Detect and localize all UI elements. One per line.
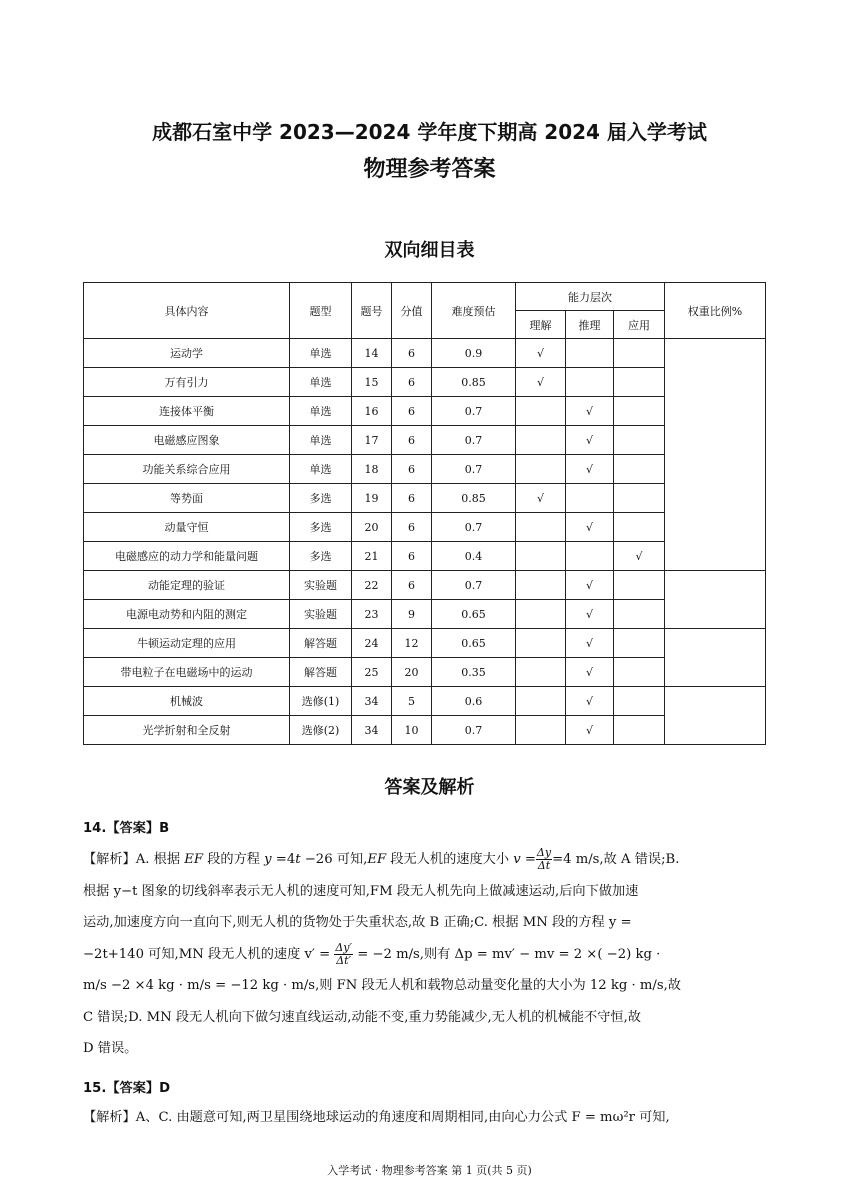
row-score: 6 xyxy=(392,339,432,368)
row-understand-cell xyxy=(516,368,566,397)
row-understand-cell xyxy=(516,716,566,745)
row-understand-cell xyxy=(516,629,566,658)
header-difficulty: 难度预估 xyxy=(432,283,516,339)
row-number: 24 xyxy=(352,629,392,658)
row-apply-cell xyxy=(614,426,665,455)
row-number: 21 xyxy=(352,542,392,571)
row-reason-cell xyxy=(566,716,614,745)
row-reason-cell xyxy=(566,397,614,426)
row-apply-cell xyxy=(614,339,665,368)
spec-table-title: 双向细目表 xyxy=(384,240,475,261)
row-content: 功能关系综合应用 xyxy=(84,455,290,484)
table-row xyxy=(84,513,766,542)
table-row xyxy=(84,658,766,687)
row-type: 解答题 xyxy=(290,658,352,687)
header-score: 分值 xyxy=(392,283,432,339)
row-difficulty: 0.85 xyxy=(432,368,516,397)
row-apply-cell xyxy=(614,629,665,658)
row-apply-cell xyxy=(614,600,665,629)
row-score: 6 xyxy=(392,484,432,513)
row-score: 6 xyxy=(392,571,432,600)
row-apply-cell xyxy=(614,455,665,484)
row-type: 多选 xyxy=(290,513,352,542)
row-weight-cell xyxy=(665,339,766,571)
row-content: 牛顿运动定理的应用 xyxy=(84,629,290,658)
row-difficulty: 0.65 xyxy=(432,629,516,658)
row-content: 连接体平衡 xyxy=(84,397,290,426)
row-content: 动能定理的验证 xyxy=(84,571,290,600)
row-score: 6 xyxy=(392,455,432,484)
row-apply-cell xyxy=(614,368,665,397)
row-score: 5 xyxy=(392,687,432,716)
row-score: 6 xyxy=(392,513,432,542)
header-number: 题号 xyxy=(352,283,392,339)
row-type: 解答题 xyxy=(290,629,352,658)
check-mark-icon: √ xyxy=(585,433,593,447)
check-mark-icon: √ xyxy=(635,549,643,563)
row-weight-cell xyxy=(665,629,766,687)
row-reason-cell xyxy=(566,629,614,658)
table-row xyxy=(84,629,766,658)
row-understand-cell xyxy=(516,571,566,600)
check-mark-icon: √ xyxy=(585,578,593,592)
row-content: 电磁感应的动力学和能量问题 xyxy=(84,542,290,571)
row-content: 带电粒子在电磁场中的运动 xyxy=(84,658,290,687)
row-number: 14 xyxy=(352,339,392,368)
row-difficulty: 0.6 xyxy=(432,687,516,716)
table-row xyxy=(84,339,766,368)
q15-answer: 15.【答案】D xyxy=(83,1081,171,1096)
check-mark-icon: √ xyxy=(585,520,593,534)
check-mark-icon: √ xyxy=(585,462,593,476)
check-mark-icon: √ xyxy=(585,694,593,708)
row-reason-cell xyxy=(566,571,614,600)
row-number: 18 xyxy=(352,455,392,484)
row-understand-cell xyxy=(516,397,566,426)
document-title: 成都石室中学 2023—2024 学年度下期高 2024 届入学考试 xyxy=(152,120,707,144)
table-row xyxy=(84,571,766,600)
row-number: 19 xyxy=(352,484,392,513)
header-ability: 能力层次 xyxy=(516,283,665,311)
row-apply-cell xyxy=(614,716,665,745)
row-reason-cell xyxy=(566,484,614,513)
row-content: 万有引力 xyxy=(84,368,290,397)
row-apply-cell xyxy=(614,687,665,716)
row-type: 单选 xyxy=(290,426,352,455)
row-apply-cell xyxy=(614,542,665,571)
row-score: 20 xyxy=(392,658,432,687)
row-content: 电磁感应图象 xyxy=(84,426,290,455)
table-row xyxy=(84,542,766,571)
row-difficulty: 0.65 xyxy=(432,600,516,629)
row-score: 6 xyxy=(392,542,432,571)
row-weight-cell xyxy=(665,571,766,629)
row-apply-cell xyxy=(614,571,665,600)
check-mark-icon: √ xyxy=(536,375,544,389)
row-number: 16 xyxy=(352,397,392,426)
check-mark-icon: √ xyxy=(585,723,593,737)
row-understand-cell xyxy=(516,542,566,571)
row-number: 34 xyxy=(352,687,392,716)
row-understand-cell xyxy=(516,600,566,629)
row-difficulty: 0.7 xyxy=(432,426,516,455)
table-row xyxy=(84,687,766,716)
header-type: 题型 xyxy=(290,283,352,339)
row-score: 12 xyxy=(392,629,432,658)
fraction-dy-dt: $\frac{\Delta y}{\Delta t}$ xyxy=(536,846,552,872)
row-content: 光学折射和全反射 xyxy=(84,716,290,745)
row-reason-cell xyxy=(566,455,614,484)
row-type: 单选 xyxy=(290,368,352,397)
row-understand-cell xyxy=(516,339,566,368)
row-number: 22 xyxy=(352,571,392,600)
table-row xyxy=(84,426,766,455)
row-understand-cell xyxy=(516,484,566,513)
row-number: 23 xyxy=(352,600,392,629)
spec-table-body xyxy=(84,339,766,745)
row-content: 运动学 xyxy=(84,339,290,368)
row-type: 单选 xyxy=(290,455,352,484)
page-footer: 入学考试 · 物理参考答案 第 1 页(共 5 页) xyxy=(327,1164,532,1177)
row-difficulty: 0.7 xyxy=(432,716,516,745)
document-subtitle: 物理参考答案 xyxy=(363,157,496,182)
row-number: 15 xyxy=(352,368,392,397)
check-mark-icon: √ xyxy=(585,607,593,621)
answers-title: 答案及解析 xyxy=(384,777,475,798)
row-understand-cell xyxy=(516,658,566,687)
row-reason-cell xyxy=(566,600,614,629)
row-difficulty: 0.7 xyxy=(432,513,516,542)
row-reason-cell xyxy=(566,658,614,687)
row-reason-cell xyxy=(566,426,614,455)
row-apply-cell xyxy=(614,513,665,542)
check-mark-icon: √ xyxy=(585,665,593,679)
row-number: 34 xyxy=(352,716,392,745)
row-type: 单选 xyxy=(290,397,352,426)
row-score: 6 xyxy=(392,397,432,426)
row-type: 选修(1) xyxy=(290,687,352,716)
table-row xyxy=(84,368,766,397)
row-apply-cell xyxy=(614,397,665,426)
row-difficulty: 0.35 xyxy=(432,658,516,687)
row-type: 实验题 xyxy=(290,571,352,600)
table-row xyxy=(84,397,766,426)
row-type: 多选 xyxy=(290,542,352,571)
row-type: 选修(2) xyxy=(290,716,352,745)
row-number: 17 xyxy=(352,426,392,455)
row-understand-cell xyxy=(516,426,566,455)
q14-analysis: 【解析】A. 根据 EF 段的方程 y =4t −26 可知,EF 段无人机的速度大小 v = $\frac{\Delta y}{\Delta t}$ =4 m/s,故 A 错误;B. 根据 y−t 图象的切线斜率表示无人机的速度可知,FM 段无人机先向上做减速运动,后向下做加速 运动,加速度方向一直向下,则无人机的货物处于失重状态,故 B 正确;C. 根据 MN 段的方程 y = −2t+140 可知,MN 段无人机的速度 v′ = $\frac{\Delta y'}{\Delta t'}$ = −2 m/s,则有 Δp = mv′ − mv = 2 ×( −2) kg · m/s −2 ×4 kg · m/s = −12 kg · m/s,则 FN 段无人机和载物总动量变化量的大小为 12 kg · m/s,故 C 错误;D. MN 段无人机向下做匀速直线运动,动能不变,重力势能减少,无人机的机械能不守恒,故 D 错误。 xyxy=(83,846,681,1056)
row-number: 20 xyxy=(352,513,392,542)
check-mark-icon: √ xyxy=(536,491,544,505)
row-difficulty: 0.4 xyxy=(432,542,516,571)
row-apply-cell xyxy=(614,658,665,687)
row-reason-cell xyxy=(566,687,614,716)
check-mark-icon: √ xyxy=(585,404,593,418)
row-content: 机械波 xyxy=(84,687,290,716)
row-content: 等势面 xyxy=(84,484,290,513)
table-row xyxy=(84,484,766,513)
spec-table xyxy=(83,282,766,745)
row-understand-cell xyxy=(516,687,566,716)
header-reason: 推理 xyxy=(566,311,614,339)
row-reason-cell xyxy=(566,339,614,368)
row-difficulty: 0.7 xyxy=(432,455,516,484)
row-score: 10 xyxy=(392,716,432,745)
row-apply-cell xyxy=(614,484,665,513)
row-content: 动量守恒 xyxy=(84,513,290,542)
row-score: 9 xyxy=(392,600,432,629)
q15-analysis: 【解析】A、C. 由题意可知,两卫星围绕地球运动的角速度和周期相同,由向心力公式 F = mω²r 可知, xyxy=(83,1110,670,1125)
row-difficulty: 0.9 xyxy=(432,339,516,368)
row-type: 实验题 xyxy=(290,600,352,629)
header-apply: 应用 xyxy=(614,311,665,339)
header-weight: 权重比例% xyxy=(665,283,766,339)
row-difficulty: 0.85 xyxy=(432,484,516,513)
row-understand-cell xyxy=(516,513,566,542)
row-reason-cell xyxy=(566,513,614,542)
header-content: 具体内容 xyxy=(84,283,290,339)
header-understand: 理解 xyxy=(516,311,566,339)
q14-answer: 14.【答案】B xyxy=(83,821,170,836)
table-row xyxy=(84,716,766,745)
row-type: 多选 xyxy=(290,484,352,513)
row-score: 6 xyxy=(392,368,432,397)
table-row xyxy=(84,455,766,484)
row-difficulty: 0.7 xyxy=(432,397,516,426)
table-row xyxy=(84,600,766,629)
row-reason-cell xyxy=(566,542,614,571)
row-difficulty: 0.7 xyxy=(432,571,516,600)
row-reason-cell xyxy=(566,368,614,397)
check-mark-icon: √ xyxy=(536,346,544,360)
row-content: 电源电动势和内阻的测定 xyxy=(84,600,290,629)
row-number: 25 xyxy=(352,658,392,687)
fraction-dy-dt-prime: $\frac{\Delta y'}{\Delta t'}$ xyxy=(335,940,352,967)
row-type: 单选 xyxy=(290,339,352,368)
check-mark-icon: √ xyxy=(585,636,593,650)
row-weight-cell xyxy=(665,687,766,745)
row-score: 6 xyxy=(392,426,432,455)
row-understand-cell xyxy=(516,455,566,484)
